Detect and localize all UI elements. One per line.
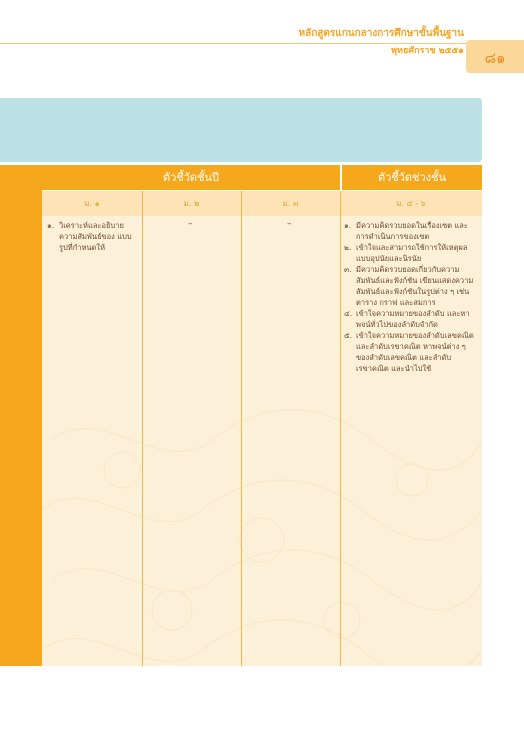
cell-m3: –	[287, 219, 292, 229]
column-m1: ม. ๑	[84, 199, 100, 208]
indicator-item: ๔. เข้าใจความหมายของลำดับ และหาพจน์ทั่วไปของลำดับจำกัด	[344, 309, 470, 329]
cell-m2: –	[188, 219, 193, 229]
table-group-header	[42, 165, 482, 190]
indicator-item: ๑. มีความคิดรวบยอดในเรื่องเซต และการดำเนินการของเซต	[344, 221, 468, 241]
running-header-title: หลักสูตรแกนกลางการศึกษาขั้นพื้นฐาน	[298, 28, 464, 39]
running-header-subtitle: พุทธศักราช ๒๕๕๑	[391, 46, 464, 56]
column-divider	[241, 191, 242, 666]
column-m4-6: ม. ๔ - ๖	[396, 199, 426, 208]
cell-m4-6	[344, 220, 480, 374]
page-number: ๘๑	[484, 49, 506, 67]
indicator-item: ๕. เข้าใจความหมายของลำดับเลขคณิต และลำดับเรขาคณิต หาพจน์ต่าง ๆ ของลำดับเลขคณิต และลำดับเรขาคณิต และนำไปใช้	[344, 331, 474, 373]
indicator-item: ๑. วิเคราะห์และอธิบาย ความสัมพันธ์ของ แบบรูปที่กำหนดให้	[47, 221, 132, 252]
page-number-tab	[466, 40, 524, 73]
indicator-item: ๓. มีความคิดรวบยอดเกี่ยวกับความสัมพันธ์และฟังก์ชัน เขียนแสดงความสัมพันธ์และฟังก์ชันในรูปต่าง ๆ เช่น ตาราง กราฟ และสมการ	[344, 265, 474, 307]
column-divider	[340, 191, 341, 666]
header-grade-indicators: ตัวชี้วัดชั้นปี	[162, 171, 220, 184]
column-divider	[142, 191, 143, 666]
header-range-indicators: ตัวชี้วัดช่วงชั้น	[377, 171, 447, 184]
column-m3: ม. ๓	[282, 199, 299, 208]
empty-blue-panel	[0, 98, 482, 162]
left-orange-strip	[0, 165, 42, 666]
table-column-header	[42, 191, 482, 216]
floral-pattern-background	[42, 400, 482, 666]
indicator-item: ๒. เข้าใจและสามารถใช้การให้เหตุผลแบบอุปนัยและนิรนัย	[344, 243, 468, 263]
column-m2: ม. ๒	[183, 199, 200, 208]
cell-m1	[47, 220, 139, 253]
